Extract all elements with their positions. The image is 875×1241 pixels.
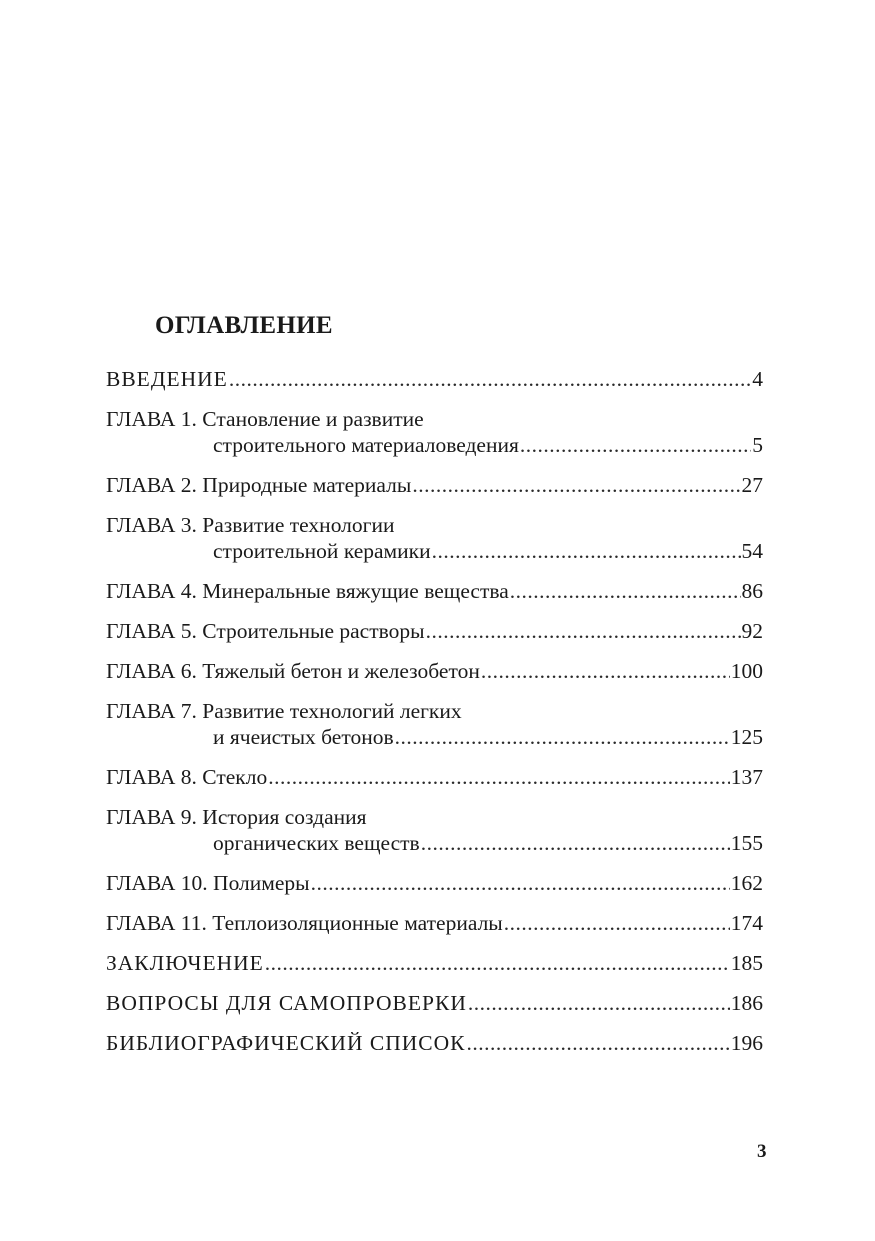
toc-title: ОГЛАВЛЕНИЕ <box>155 312 333 339</box>
dot-leader <box>265 950 730 976</box>
toc-entry-text: ГЛАВА 10. Полимеры <box>106 871 310 895</box>
toc-entry-introduction[interactable] <box>106 366 763 392</box>
toc-entry-line-continued <box>106 432 763 458</box>
toc-entry-chapter-5[interactable] <box>106 618 763 644</box>
dot-leader <box>520 432 751 458</box>
toc-entry-line-continued <box>106 538 763 564</box>
toc-entry-text: БИБЛИОГРАФИЧЕСКИЙ СПИСОК <box>106 1031 466 1055</box>
toc-page-number: 174 <box>730 911 763 935</box>
toc-entry-line-continued <box>106 724 763 750</box>
toc-page-number: 125 <box>730 725 763 749</box>
toc-entry-line <box>106 804 763 830</box>
dot-leader <box>395 724 730 750</box>
toc-page-number: 92 <box>741 619 763 643</box>
toc-entry-chapter-3[interactable] <box>106 512 763 564</box>
toc-entry-conclusion[interactable] <box>106 950 763 976</box>
toc-page-number: 86 <box>741 579 763 603</box>
toc-page-number: 155 <box>730 831 763 855</box>
toc-entry-chapter-10[interactable] <box>106 870 763 896</box>
toc-entry-line <box>106 950 763 976</box>
toc-entry-line <box>106 764 763 790</box>
toc-entry-text: ГЛАВА 7. Развитие технологий легких <box>106 699 462 723</box>
toc-page-number: 185 <box>730 951 763 975</box>
dot-leader <box>504 910 730 936</box>
dot-leader <box>229 366 751 392</box>
toc-entry-chapter-9[interactable] <box>106 804 763 856</box>
toc-entry-text: ВВЕДЕНИЕ <box>106 367 228 391</box>
page-number: 3 <box>757 1141 767 1162</box>
toc-entry-line <box>106 472 763 498</box>
toc-page-number: 27 <box>741 473 763 497</box>
dot-leader <box>468 990 730 1016</box>
toc-entry-text: ГЛАВА 3. Развитие технологии <box>106 513 395 537</box>
toc-entry-line <box>106 1030 763 1056</box>
toc-entry-chapter-6[interactable] <box>106 658 763 684</box>
toc-entry-line <box>106 658 763 684</box>
toc-entry-text: ВОПРОСЫ ДЛЯ САМОПРОВЕРКИ <box>106 991 467 1015</box>
toc-entry-line-continued <box>106 830 763 856</box>
toc-entry-text: ГЛАВА 5. Строительные растворы <box>106 619 425 643</box>
toc-entry-chapter-8[interactable] <box>106 764 763 790</box>
dot-leader <box>432 538 741 564</box>
toc-entry-line <box>106 698 763 724</box>
toc-entry-text: ГЛАВА 6. Тяжелый бетон и железобетон <box>106 659 480 683</box>
toc-page-number: 137 <box>730 765 763 789</box>
toc-entry-text: ГЛАВА 1. Становление и развитие <box>106 407 424 431</box>
toc-entry-bibliography[interactable] <box>106 1030 763 1056</box>
toc-entry-chapter-2[interactable] <box>106 472 763 498</box>
toc-list <box>106 366 763 1070</box>
toc-entry-chapter-7[interactable] <box>106 698 763 750</box>
toc-entry-text: ГЛАВА 8. Стекло <box>106 765 268 789</box>
dot-leader <box>426 618 741 644</box>
toc-entry-chapter-11[interactable] <box>106 910 763 936</box>
toc-page-number: 4 <box>752 367 763 391</box>
toc-page-number: 162 <box>730 871 763 895</box>
toc-entry-text: ГЛАВА 2. Природные материалы <box>106 473 412 497</box>
dot-leader <box>412 472 740 498</box>
toc-page-number: 54 <box>741 539 763 563</box>
toc-page-number: 100 <box>730 659 763 683</box>
toc-entry-self-check-questions[interactable] <box>106 990 763 1016</box>
toc-entry-text: ГЛАВА 11. Теплоизоляционные материалы <box>106 911 503 935</box>
toc-entry-text-continued: строительного материаловедения <box>213 433 519 457</box>
toc-entry-text-continued: органических веществ <box>213 831 420 855</box>
toc-entry-line <box>106 578 763 604</box>
toc-entry-chapter-4[interactable] <box>106 578 763 604</box>
dot-leader <box>481 658 730 684</box>
toc-entry-text: ГЛАВА 9. История создания <box>106 805 367 829</box>
toc-page-number: 186 <box>730 991 763 1015</box>
toc-page-number: 5 <box>752 433 763 457</box>
dot-leader <box>510 578 741 604</box>
dot-leader <box>421 830 730 856</box>
dot-leader <box>311 870 730 896</box>
toc-entry-text: ГЛАВА 4. Минеральные вяжущие вещества <box>106 579 509 603</box>
toc-entry-text: ЗАКЛЮЧЕНИЕ <box>106 951 264 975</box>
toc-entry-line <box>106 870 763 896</box>
toc-entry-text-continued: строительной керамики <box>213 539 431 563</box>
toc-entry-line <box>106 990 763 1016</box>
toc-page-number: 196 <box>730 1031 763 1055</box>
dot-leader <box>268 764 730 790</box>
toc-entry-line <box>106 406 763 432</box>
toc-entry-line <box>106 910 763 936</box>
toc-entry-chapter-1[interactable] <box>106 406 763 458</box>
toc-entry-line <box>106 366 763 392</box>
dot-leader <box>466 1030 729 1056</box>
toc-entry-text-continued: и ячеистых бетонов <box>213 725 394 749</box>
toc-entry-line <box>106 512 763 538</box>
toc-entry-line <box>106 618 763 644</box>
